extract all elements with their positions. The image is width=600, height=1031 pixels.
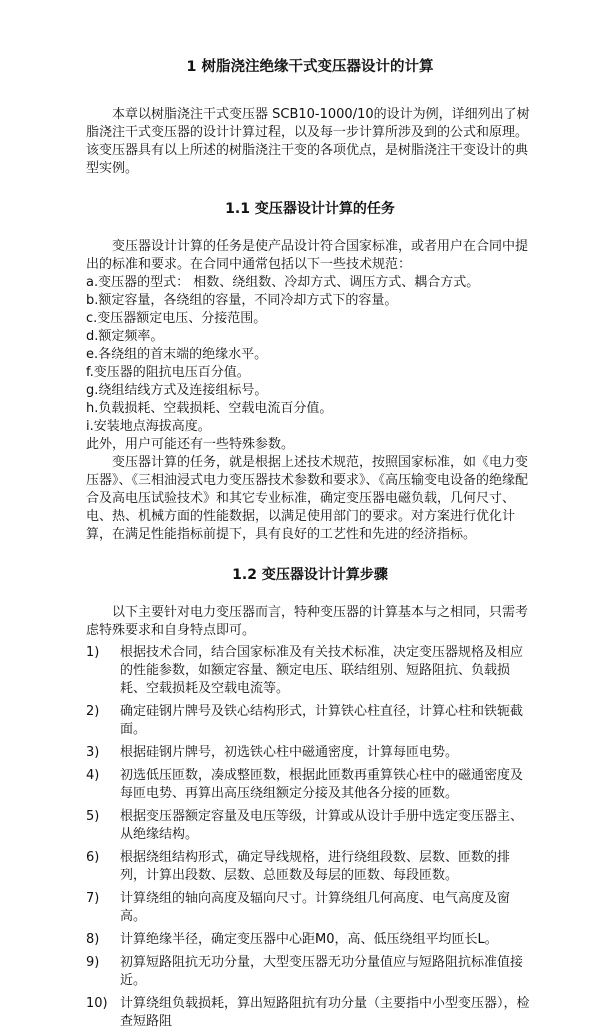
step-text: 初选低压匝数，凑成整匝数，根据此匝数再重算铁心柱中的磁通密度及每匝电势、再算出高压绕组额定分接及其他各分接的匝数。	[120, 768, 524, 801]
step-item	[86, 954, 534, 990]
list-item: d.额定频率。	[86, 329, 164, 344]
section-1-paragraph-1: 变压器设计计算的任务是使产品设计符合国家标准，或者用户在合同中提出的标准和要求。在合同中通常包括以下一些技术规范：	[86, 239, 529, 272]
step-item	[86, 644, 534, 698]
section-1-title: 1.1 变压器设计计算的任务	[225, 201, 395, 217]
intro-paragraph: 本章以树脂浇注干式变压器 SCB10-1000/10的设计为例，详细列出了树脂浇注干式变压器的设计计算过程，以及每一步计算所涉及到的公式和原理。该变压器具有以上所述的树脂浇注干变的各项优点，是树脂浇注干变设计的典型实例。	[86, 107, 530, 176]
section-2-paragraph-1: 以下主要针对电力变压器而言，特种变压器的计算基本与之相同，只需考虑特殊要求和自身特点即可。	[86, 605, 529, 638]
step-item	[86, 890, 534, 926]
step-text: 根据技术合同，结合国家标准及有关技术标准，决定变压器规格及相应的性能参数，如额定容量、额定电压、联结组别、短路阻抗、负载损耗、空载损耗及空载电流等。	[120, 645, 524, 696]
list-item: f.变压器的阻抗电压百分值。	[86, 365, 250, 380]
section-2-title: 1.2 变压器设计计算步骤	[232, 567, 388, 583]
list-item: b.额定容量，各绕组的容量，不同冷却方式下的容量。	[86, 293, 398, 308]
step-item	[86, 995, 534, 1031]
step-text: 确定硅钢片牌号及铁心结构形式，计算铁心柱直径，计算心柱和铁轭截面。	[120, 704, 524, 737]
step-item	[86, 808, 534, 844]
list-item: c.变压器额定电压、分接范围。	[86, 311, 267, 326]
step-item	[86, 744, 534, 762]
spec-list	[86, 274, 534, 454]
step-number: 6)	[86, 850, 100, 865]
step-item	[86, 767, 534, 803]
step-number: 3)	[86, 745, 100, 760]
list-item: i.安装地点海拔高度。	[86, 419, 211, 434]
step-item	[86, 849, 534, 885]
step-number: 9)	[86, 955, 100, 970]
step-number: 7)	[86, 891, 100, 906]
step-text: 计算绕组的轴向高度及辐向尺寸。计算绕组几何高度、电气高度及窗高。	[120, 891, 511, 924]
step-number: 10)	[86, 996, 108, 1011]
step-number: 1)	[86, 645, 100, 660]
step-text: 计算绝缘半径，确定变压器中心距M0，高、低压绕组平均匝长L。	[120, 932, 498, 947]
page-title: 1 树脂浇注绝缘干式变压器设计的计算	[186, 59, 434, 75]
step-text: 初算短路阻抗无功分量，大型变压器无功分量值应与短路阻抗标准值接近。	[120, 955, 524, 988]
step-number: 4)	[86, 768, 100, 783]
step-item	[86, 931, 534, 949]
step-text: 根据绕组结构形式，确定导线规格，进行绕组段数、层数、匝数的排列，计算出段数、层数、总匝数及每层的匝数、每段匝数。	[120, 850, 511, 883]
step-text: 根据变压器额定容量及电压等级，计算或从设计手册中选定变压器主、从绝缘结构。	[120, 809, 524, 842]
step-number: 2)	[86, 704, 100, 719]
step-number: 8)	[86, 932, 100, 947]
step-item	[86, 703, 534, 739]
list-item: g.绕组结线方式及连接组标号。	[86, 383, 268, 398]
list-item: a.变压器的型式： 相数、绕组数、冷却方式、调压方式、耦合方式。	[86, 275, 480, 290]
step-text: 根据硅钢片牌号，初选铁心柱中磁通密度，计算每匝电势。	[120, 745, 459, 760]
section-1-paragraph-2: 变压器计算的任务，就是根据上述技术规范，按照国家标准，如《电力变压器》、《三相油浸式电力变压器技术参数和要求》、《高压输变电设备的绝缘配合及高电压试验技术》和其它专业标准，确定变压器电磁负载，几何尺寸、电、热、机械方面的性能数据，以满足使用部门的要求。对方案进行优化计算，在满足性能指标前提下，具有良好的工艺性和先进的经济指标。	[86, 455, 529, 542]
steps-list	[86, 644, 534, 1031]
list-item: h.负载损耗、空载损耗、空载电流百分值。	[86, 401, 333, 416]
list-item: 此外，用户可能还有一些特殊参数。	[86, 437, 295, 452]
step-text: 计算绕组负载损耗，算出短路阻抗有功分量（主要指中小型变压器），检查短路阻	[120, 996, 530, 1029]
list-item: e.各绕组的首末端的绝缘水平。	[86, 347, 268, 362]
step-number: 5)	[86, 809, 100, 824]
